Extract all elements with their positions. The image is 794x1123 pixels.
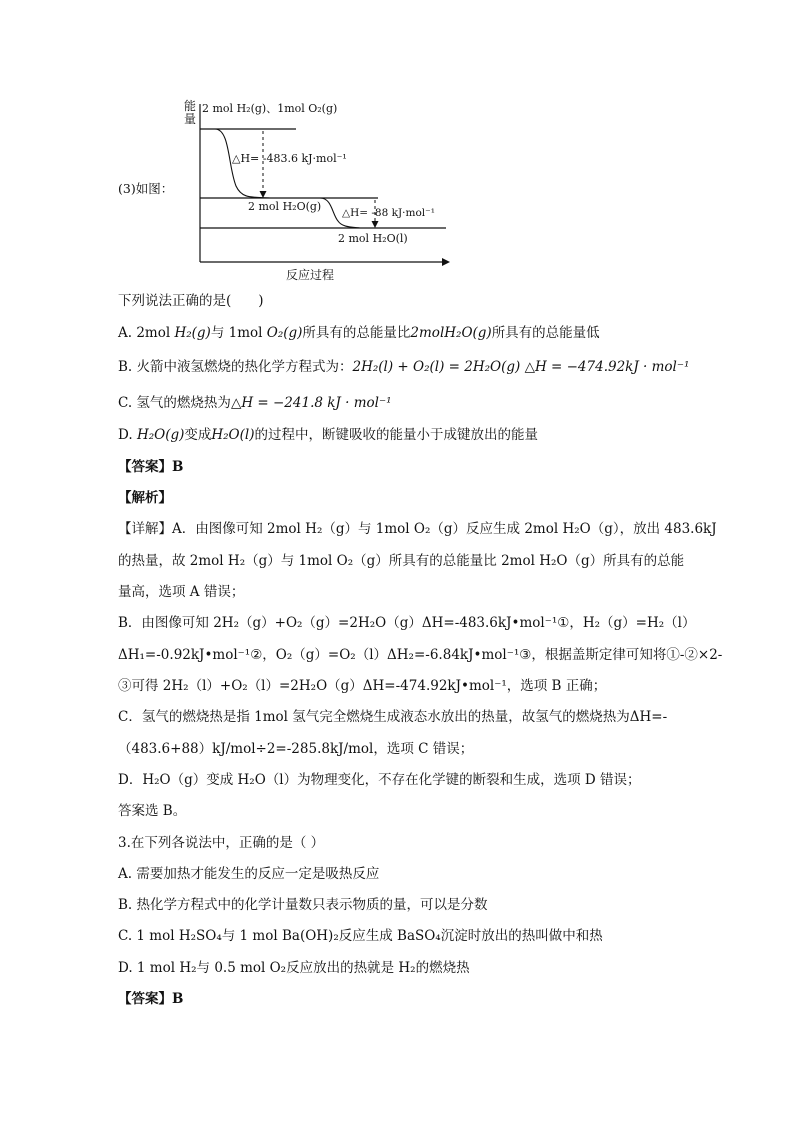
x-axis-arrow (442, 258, 450, 266)
q3-option-d: D. 1 mol H₂与 0.5 mol O₂反应放出的热就是 H₂的燃烧热 (118, 960, 470, 976)
q2-option-a (118, 324, 600, 342)
q2-a-post: 所具有的总能量低 (491, 325, 600, 341)
q2-detail-10: 答案选 B。 (118, 803, 187, 819)
q2-a-m3: 2molH₂O(g) (410, 325, 492, 341)
dh2-label: △H= -88 kJ·mol⁻¹ (342, 207, 435, 219)
q2-d-m2: H₂O(l) (211, 427, 255, 443)
q2-d-pre: D. (118, 427, 137, 443)
q2-detail-2: 的热量，故 2mol H₂（g）与 1mol O₂（g）所具有的总能量比 2mol H₂O（g）所具有的总能 (118, 553, 685, 569)
q2-option-d (118, 426, 538, 444)
y-axis-label: 能量 (184, 99, 197, 126)
q2-analysis: 【解析】 (118, 490, 172, 506)
dh1-label: △H= -483.6 kJ·mol⁻¹ (232, 152, 347, 165)
top-label: 2 mol H₂(g)、1mol O₂(g) (202, 102, 338, 115)
q2-option-b (118, 358, 689, 376)
q2-detail-1: 【详解】A．由图像可知 2mol H₂（g）与 1mol O₂（g）反应生成 2mol H₂O（g），放出 483.6kJ (118, 521, 717, 537)
q2-detail-3: 量高，选项 A 错误； (118, 584, 245, 600)
q2-d-m1: H₂O(g) (136, 427, 185, 443)
q2-c-pre: C. 氢气的燃烧热为 (118, 395, 231, 411)
q3-option-b: B. 热化学方程式中的化学计量数只表示物质的量，可以是分数 (118, 897, 488, 913)
q2-a-mid: 与 1mol (210, 325, 267, 341)
energy-diagram (170, 96, 460, 286)
dh2-arrowhead (372, 221, 379, 228)
q3-option-c: C. 1 mol H₂SO₄与 1 mol Ba(OH)₂反应生成 BaSO₄沉淀时放出的热叫做中和热 (118, 928, 603, 944)
q2-detail-9: D．H₂O（g）变成 H₂O（l）为物理变化，不存在化学键的断裂和生成，选项 D 错误； (118, 772, 641, 788)
q2-c-eq: △H = −241.8 kJ · mol⁻¹ (230, 395, 392, 411)
q2-b-eq: 2H₂(l) + O₂(l) = 2H₂O(g) △H = −474.92kJ · mol⁻¹ (352, 359, 690, 375)
q2-a-m2: O₂(g) (266, 325, 303, 341)
question-label: (3)如图： (118, 181, 174, 196)
q3-answer: 【答案】B (118, 991, 184, 1007)
q2-a-m1: H₂(g) (174, 325, 211, 341)
q2-d-mid: 变成 (184, 427, 212, 443)
bottom-label: 2 mol H₂O(l) (338, 232, 408, 245)
q2-answer: 【答案】B (118, 459, 184, 475)
q3-option-a: A. 需要加热才能发生的反应一定是吸热反应 (118, 866, 380, 882)
q3-stem: 3.在下列各说法中，正确的是（ ） (118, 835, 325, 851)
dh1-arrowhead (260, 191, 267, 198)
q2-detail-7: C．氢气的燃烧热是指 1mol 氢气完全燃烧生成液态水放出的热量，故氢气的燃烧热为ΔH=- (118, 709, 668, 725)
q2-b-pre: B. 火箭中液氢燃烧的热化学方程式为： (118, 359, 353, 375)
q2-detail-6: ③可得 2H₂（l）+O₂（l）=2H₂O（g）ΔH=-474.92kJ•mol⁻¹，选项 B 正确； (118, 678, 607, 694)
q2-d-post: 的过程中，断键吸收的能量小于成键放出的能量 (254, 427, 538, 443)
q2-a-mid2: 所具有的总能量比 (302, 325, 411, 341)
x-axis-label: 反应过程 (286, 268, 335, 282)
q2-stem: 下列说法正确的是( ) (118, 293, 264, 309)
q2-detail-4: B．由图像可知 2H₂（g）+O₂（g）=2H₂O（g）ΔH=-483.6kJ•mol⁻¹①，H₂（g）=H₂（l） (118, 615, 696, 631)
q2-detail-5: ΔH₁=-0.92kJ•mol⁻¹②，O₂（g）=O₂（l）ΔH₂=-6.84kJ•mol⁻¹③，根据盖斯定律可知将①-②×2- (118, 647, 723, 663)
energy-diagram-svg (170, 96, 460, 286)
q2-a-pre: A. 2mol (118, 325, 175, 341)
mid-label: 2 mol H₂O(g) (248, 200, 322, 213)
q2-option-c (118, 394, 392, 412)
q2-detail-8: （483.6+88）kJ/mol÷2=-285.8kJ/mol，选项 C 错误； (118, 741, 474, 757)
